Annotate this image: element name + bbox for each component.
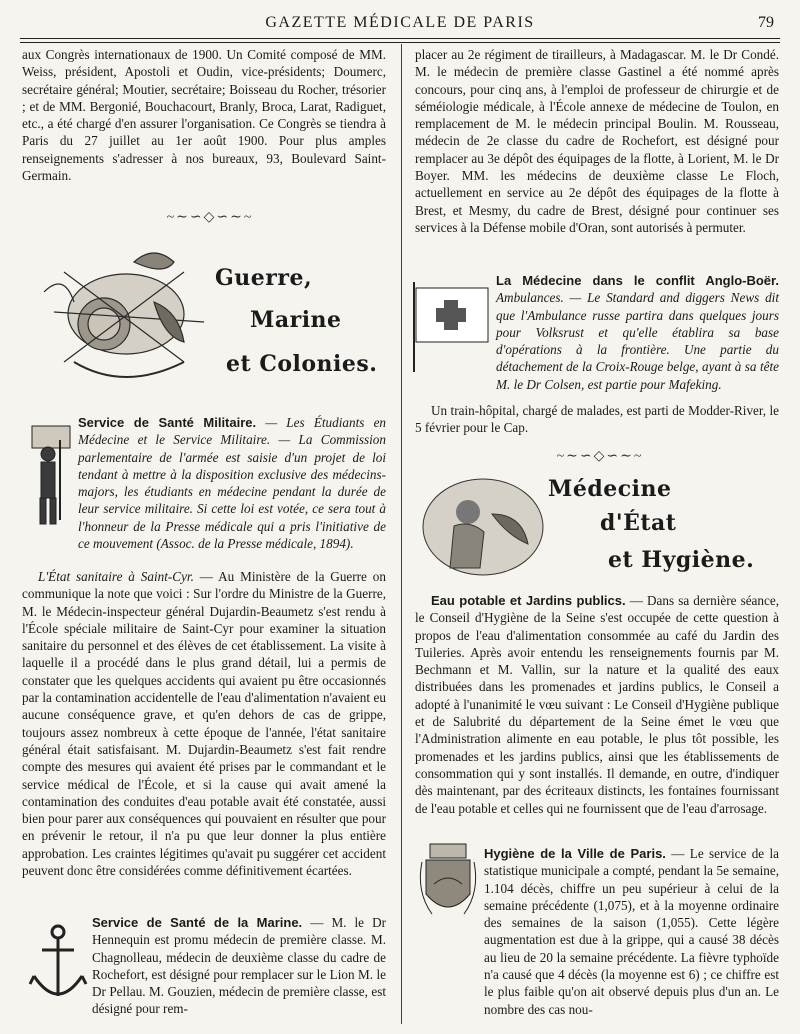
boer-block-2 [415,402,779,437]
boer-title: La Médecine dans le conflit Anglo-Boër. [496,273,779,288]
paris-coat-of-arms-icon [418,842,478,924]
marine-paragraph [92,914,386,1018]
saint-cyr-title: L'État sanitaire à Saint-Cyr. [38,569,194,584]
soldier-drop-cap-icon [24,420,76,528]
section-title-marine: Marine [250,307,342,333]
marine-text: — M. le Dr Hennequin est promu médecin de première classe. M. Chagnolleau, médecin de deuxième classe du cadre de Rochefort, est désigné pour remplacer sur le Lion M. le Dr Pellau. M. Gouzien, médecin de première classe, est désigné pour rem- [92,915,386,1017]
sante-mil-title: Service de Santé Militaire. [78,415,257,430]
header-rule-thin [20,42,780,43]
boer-text: Ambulances. — Le Standard and diggers News dit que l'Ambulance russe partira dans quelques jours pour Volksrust et qu'elle établira sa base d'opérations à la frontière. Une partie du détachement de la Croix-Rouge belge, ayant à sa tête M. le Dr Colsen, est partie pour Mafeking. [496,290,779,392]
left-column [22,46,386,202]
boer-paragraph [496,272,779,393]
continuation-paragraph: placer au 2e régiment de tirailleurs, à Madagascar. M. le Dr Condé. M. le médecin de première classe Gastinel a été nommé après concours, pour cinq ans, à l'emploi de professeur de chirurgie et de séméiologie médicale, à l'École annexe de médecine de Toulon, en remplacement de M. le médecin principal Boulin. M. Rousseau, médecin de 2e classe du cadre de Rochefort, est désigné pour remplacer au 3e dépôt des équipages de la flotte, à Lorient, M. le Dr Boyer. MM. les médecins de deuxième classe Le Floch, actuellement en service au 2e dépôt des équipages de la flotte à Brest, et Mesmy, du cadre de Brest, désigné pour continuer ses services à la Défense mobile d'Oran, sont autorisés à permuter. [415,47,779,235]
saint-cyr-text: — Au Ministère de la Guerre on communique la note que voici : Sur l'ordre du Ministre de la Guerre, M. le Médecin-inspecteur général Dujardin-Beaumetz s'est rendu à l'École spéciale militaire de Saint-Cyr pour examiner la situation sanitaire du personnel et des élèves de cet établissement. La visite à laquelle il a procédé dans le plus grand détail, lui a permis de constater que les quelques accidents qui avaient pu être occasionnés par la contamination accidentelle de l'eau d'alimentation n'avaient eu aucune conséquence grave, et qu'en dehors de cas de grippe, toujours assez nombreux à cette époque de l'année, l'état sanitaire général était satisfaisant. M. Dujardin-Beaumetz s'est fait rendre compte des mesures qui avaient été prises par le commandant et le service médical de l'École, et si la cause qui avait amené la contamination des conduites d'eau potable avait été constatée, aussi bien pour parer aux conséquences qui pouvaient en résulter que pour en prévenir le retour, il n'a pu que leur donner la plus entière approbation. Les craintes légitimes qu'avait pu suggérer cet accident peuvent donc être considérées comme définitivement écartées. [22,569,386,879]
saint-cyr-block [22,568,386,879]
page-number: 79 [758,14,774,31]
section-title-guerre: Guerre, [215,265,313,291]
anchor-drop-cap-icon [28,922,88,1008]
red-cross-flag-icon [410,278,492,374]
sante-mil-block-top [78,414,386,552]
marine-block [92,914,386,1018]
column-divider [401,44,402,1024]
section-title-colonies: et Colonies. [226,351,378,377]
publication-title: GAZETTE MÉDICALE DE PARIS [265,14,535,31]
eau-paragraph [415,592,779,817]
hygiene-block [484,845,779,1018]
eau-title: Eau potable et Jardins publics. [431,593,626,608]
section-title-medecine: Médecine [548,476,672,502]
marine-title: Service de Santé de la Marine. [92,915,303,930]
boer-paragraph-2: Un train-hôpital, chargé de malades, est parti de Modder-River, le 5 février pour le Cap. [415,403,779,436]
page-header [20,12,780,38]
sante-mil-paragraph [78,414,386,552]
saint-cyr-paragraph [22,568,386,879]
congres-paragraph: aux Congrès internationaux de 1900. Un Comité composé de MM. Weiss, président, Apostoli et Oudin, vice-présidents; Doumerc, secrétaire général; Moutier, secrétaire; Boisseau du Rocher, trésorier ; et de MM. Bergonié, Bouchacourt, Branly, Broca, Larat, Radiguet, etc., a été chargé d'en assurer l'organisation. Ce Congrès se tiendra à Paris du 27 juillet au 1er août 1900. Pour plus amples renseignements s'adresser à nos bureaux, 93, Boulevard Saint-Germain. [22,47,386,184]
military-trophy-ornament-icon [34,242,214,394]
hygiene-title: Hygiène de la Ville de Paris. [484,846,666,861]
allegorical-figure-vignette-icon [420,474,546,580]
eau-text: — Dans sa dernière séance, le Conseil d'Hygiène de la Seine s'est occupée de cette question à propos de l'eau d'alimentation consommée au café du Jardin des Tuileries. Après avoir entendu les renseignements fournis par M. Bechmann et M. Vallin, sur la nature et la qualité des eaux distribuées dans les promenades et jardins publics, le Conseil a adopté à l'unanimité le vœu suivant : Le Conseil d'Hygiène publique et de Salubrité du département de la Seine émet le vœu que l'Administration alimente en eau potable, le plus tôt possible, les promenades et les jardins publics, ainsi que les établissements de consommation qui y sont installés. Il demande, en outre, d'indiquer dès maintenant, par des écriteaux distincts, les fontaines fournissant de l'eau potable et celles qui ne fournissent que de l'eau d'arrosage. [415,593,779,816]
section-title-etat: d'État [600,510,677,536]
hygiene-paragraph [484,845,779,1018]
ornament-divider-2: ~∼∽◇∽∼~ [556,449,644,464]
hygiene-text: — Le service de la statistique municipale a compté, pendant la 5e semaine, 1.104 décès, chiffre un peu supérieur à celui de la semaine précédente (1,075), et à la moyenne ordinaire des semaines de la saison (1,055). Cette légère augmentation est due à la grippe, qui a causé 38 décès au lieu de 20 la semaine précédente. La fièvre typhoïde n'a causé que 4 décès (la moyenne est 6) ; ce chiffre est le plus faible qu'on ait observé depuis plus d'un an. Le nombre des cas nou- [484,846,780,1017]
ornament-divider: ~∼∽◇∽∼~ [166,210,254,225]
sante-mil-text: — Les Étudiants en Médecine et le Service Militaire. — La Commission parlementaire de l'armée est saisie d'un projet de loi tendant à mettre à la disposition exclusive des médecins-majors, les étudiants en médecine pendant la durée de leur service militaire. Si cette loi est votée, ce sera tout à l'honneur de la Presse médicale qui a pris l'initiative de ce mouvement (Assoc. de la Presse médicale, 1894). [78,415,387,552]
section-title-hygiene: et Hygiène. [608,547,755,573]
right-column [415,46,779,236]
header-rule [20,38,780,39]
eau-block [415,592,779,817]
boer-block [496,272,779,393]
